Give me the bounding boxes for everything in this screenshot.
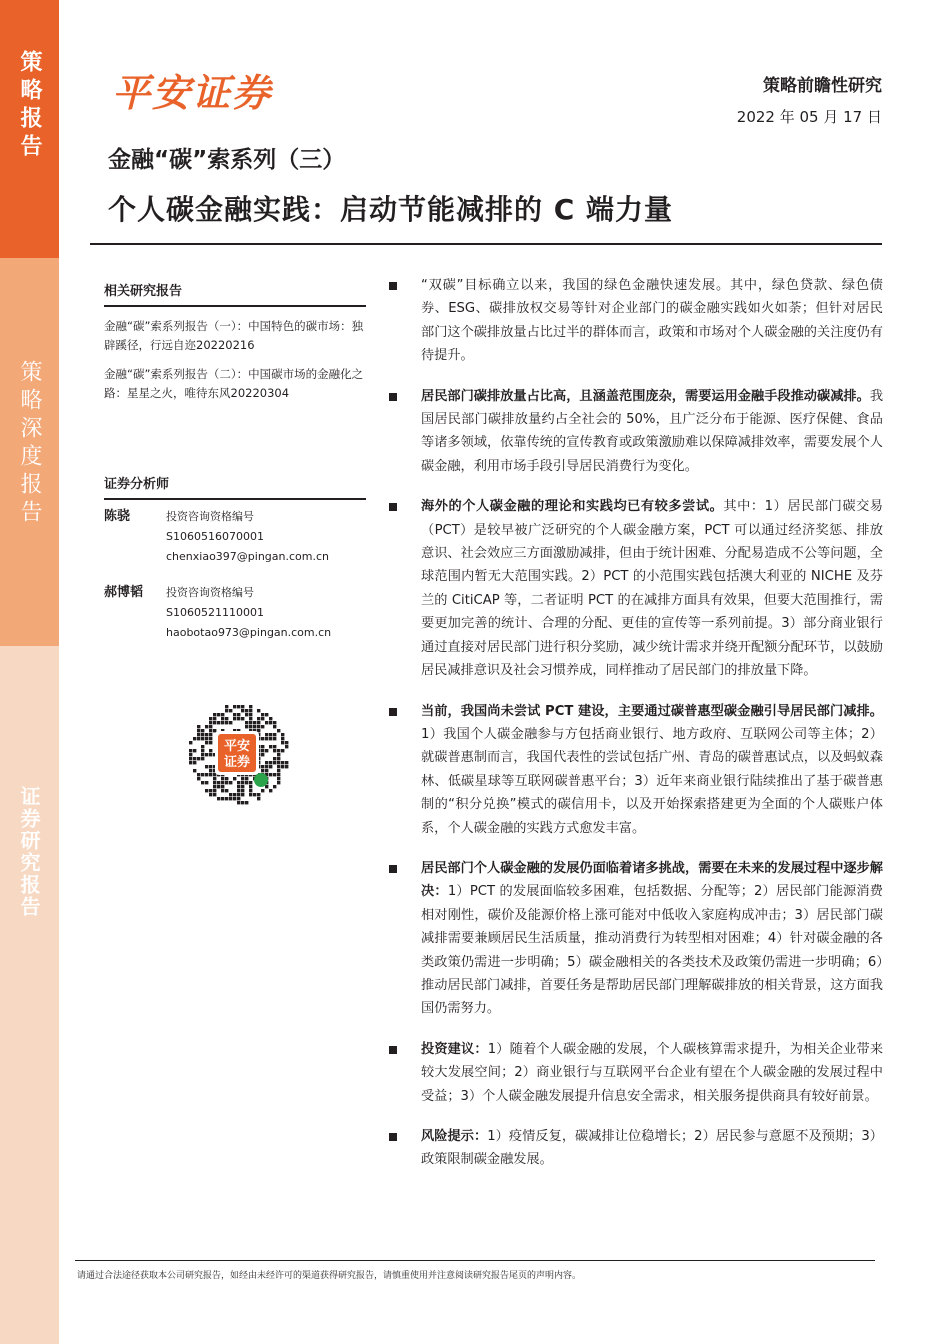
cert-label: 投资咨询资格编号 [166,586,254,599]
qr-code[interactable] [181,697,293,809]
analyst-name: 陈骁 [104,509,131,524]
related-report-item[interactable]: 金融“碳”索系列报告（一）：中国特色的碳市场：独辟蹊径，行远自迩20220216 [104,319,364,352]
bullet-lead: 居民部门个人碳金融的发展仍面临着诸多挑战，需要在未来的发展过程中逐步解决： [421,860,883,900]
summary-bullets [387,274,883,1189]
summary-bullet [387,700,883,840]
bullet-text: 我国居民部门碳排放量约占全社会的 50%，且广泛分布于能源、医疗保健、食品等诸多领域，依靠传统的宣传教育或政策激励难以保障减排效率，需要发展个人碳金融，利用市场手段引导居民消费行为变化。 [421,388,883,474]
bullet-square-icon [389,865,397,873]
report-type: 策略前瞻性研究 [763,76,882,96]
brand-logo: 平安证券 [112,71,273,115]
footer-divider [75,1260,875,1261]
related-report-item[interactable]: 金融“碳”索系列报告（二）：中国碳市场的金融化之路：星星之火，唯待东风20220304 [104,367,364,400]
bullet-lead: 居民部门碳排放量占比高，且涵盖范围庞杂，需要运用金融手段推动碳减排。 [421,388,870,404]
bullet-text: 其中：1）居民部门碳交易（PCT）是较早被广泛研究的个人碳金融方案，PCT 可以通过经济奖惩、排放意识、社会效应三方面激励减排，但由于统计困难、分配易造成不公等问题，全球范围内暂无大范围实践。2）PCT 的小范围实践包括澳大利亚的 NICHE 及芬兰的 CitiCAP 等，二者证明 PCT 的在减排方面具有效果，但要大范围推行，需要更加完善的统计、合理的分配、更佳的宣传等一系列前提。3）部分商业银行通过直接对居民部门进行积分奖励，减少统计需求并绕开配额分配环节，以鼓励居民减排意识及社会习惯养成，同样推动了居民部门的排放量下降。 [421,499,883,679]
analyst-info [166,507,366,567]
bullet-square-icon [389,708,397,716]
analyst-card [104,583,366,643]
qr-code-icon [181,697,293,809]
bullet-square-icon [389,503,397,511]
qr-center-text-1: 平安 [223,739,251,754]
qr-center-text-2: 证券 [223,755,251,770]
sidebar [0,0,59,1344]
related-reports [104,280,366,403]
related-reports-heading: 相关研究报告 [104,280,366,307]
bullet-text: 1）随着个人碳金融的发展，个人碳核算需求提升，为相关企业带来较大发展空间；2）商业银行与互联网平台企业有望在个人碳金融的发展过程中受益；3）个人碳金融发展提升信息安全需求，相关服务提供商具有较好前景。 [421,1041,884,1104]
footer-disclaimer: 请通过合法途径获取本公司研究报告，如经由未经许可的渠道获得研究报告，请慎重使用并注意阅读研究报告尾页的声明内容。 [77,1271,582,1281]
title-divider [90,243,882,245]
sidebar-block-strategy [0,0,59,258]
page-title: 个人碳金融实践：启动节能减排的 C 端力量 [108,193,674,226]
summary-bullet [387,1125,883,1172]
summary-bullet [387,495,883,682]
bullet-square-icon [389,1133,397,1141]
sidebar-label-depth: 策略深度报告 [17,360,42,528]
summary-bullet [387,857,883,1021]
summary-bullet [387,1038,883,1108]
analyst-email[interactable]: haobotao973@pingan.com.cn [166,626,332,639]
summary-bullet [387,274,883,368]
bullet-text: 1）PCT 的发展面临较多困难，包括数据、分配等；2）居民部门能源消费相对刚性，碳价及能源价格上涨可能对中低收入家庭构成冲击；3）居民部门碳减排需要兼顾居民生活质量，推动消费行为转型相对困难；4）针对碳金融的各类政策仍需进一步明确；5）碳金融相关的各类技术及政策仍需进一步明确；6）推动居民部门减排，首要任务是帮助居民部门理解碳排放的相关背景，这方面我国仍需努力。 [421,884,883,1017]
summary-bullet [387,385,883,479]
analyst-info [166,583,366,643]
sidebar-label-strategy: 策略报告 [17,50,42,162]
bullet-text: 1）疫情反复，碳减排让位稳增长；2）居民参与意愿不及预期；3）政策限制碳金融发展。 [421,1129,883,1168]
analysts-heading: 证券分析师 [104,473,366,500]
sidebar-block-research [0,646,59,1344]
cert-number: S1060516070001 [166,530,264,543]
sidebar-block-depth [0,258,59,646]
report-date: 2022 年 05 月 17 日 [736,108,882,126]
bullet-lead: 投资建议： [421,1041,488,1057]
series-title: 金融“碳”索系列（三） [108,147,346,173]
cert-label: 投资咨询资格编号 [166,510,254,523]
analysts-section [104,473,366,500]
bullet-text: 1）我国个人碳金融参与方包括商业银行、地方政府、互联网公司等主体；2）就碳普惠制而言，我国代表性的尝试包括广州、青岛的碳普惠试点，以及蚂蚁森林、低碳星球等互联网碳普惠平台；3）近年来商业银行陆续推出了基于碳普惠制的“积分兑换”模式的碳信用卡，以及开始探索搭建更为全面的个人碳账户体系，个人碳金融的实践方式愈发丰富。 [421,726,883,836]
bullet-square-icon [389,282,397,290]
bullet-lead: 风险提示： [421,1129,488,1144]
bullet-square-icon [389,393,397,401]
cert-number: S1060521110001 [166,606,264,619]
analyst-card [104,507,366,567]
analyst-name: 郝博韬 [104,585,144,600]
sidebar-label-research: 证券研究报告 [17,786,41,918]
bullet-text: “双碳”目标确立以来，我国的绿色金融快速发展。其中，绿色贷款、绿色债券、ESG、碳排放权交易等针对企业部门的碳金融实践如火如荼；但针对居民部门这个碳排放量占比过半的群体而言，政策和市场对个人碳金融的关注度仍有待提升。 [421,278,883,364]
bullet-square-icon [389,1046,397,1054]
bullet-lead: 当前，我国尚未尝试 PCT 建设，主要通过碳普惠型碳金融引导居民部门减排。 [421,703,883,719]
bullet-lead: 海外的个人碳金融的理论和实践均已有较多尝试。 [421,499,724,515]
analyst-email[interactable]: chenxiao397@pingan.com.cn [166,550,330,563]
